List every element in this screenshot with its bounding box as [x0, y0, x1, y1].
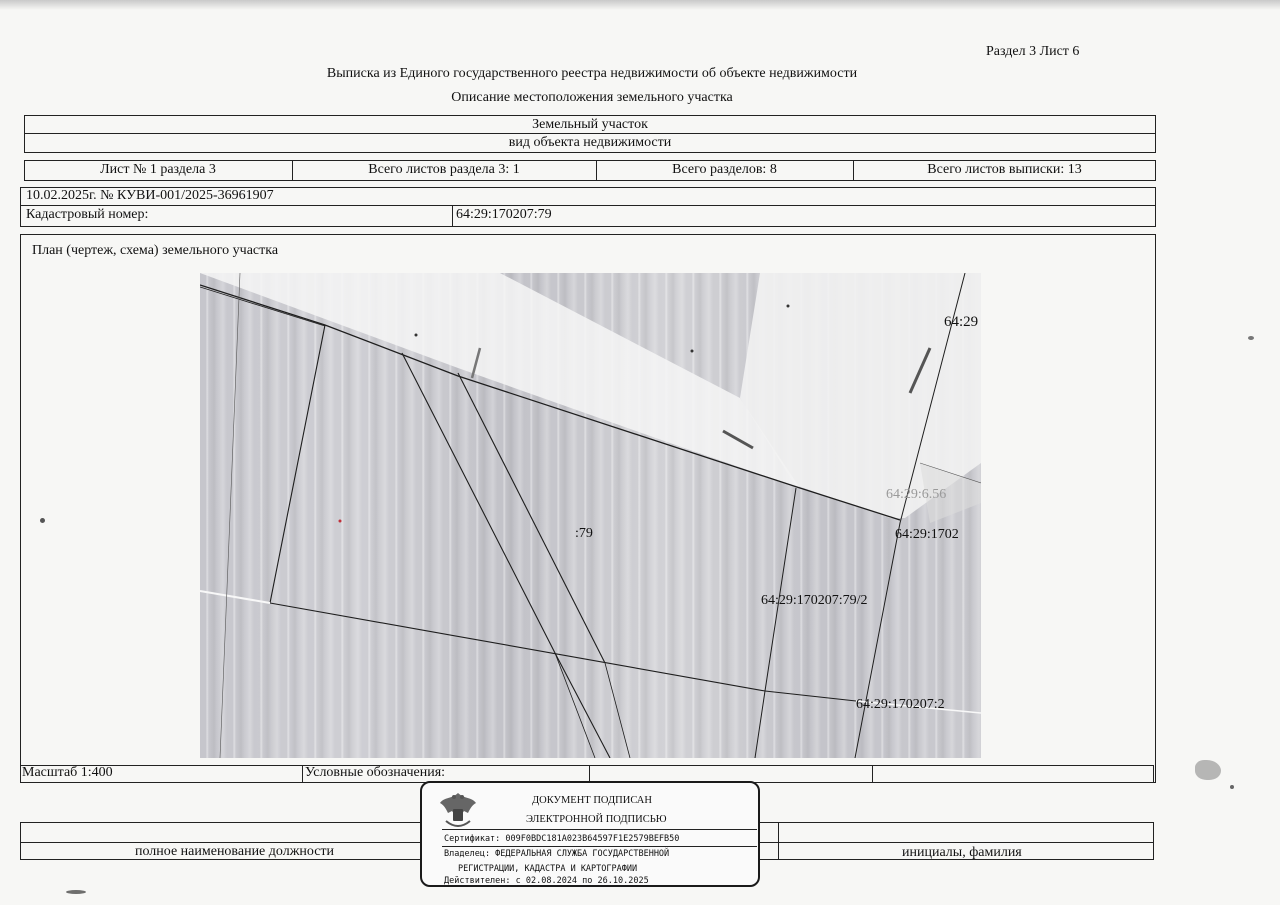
total-sheets-section: Всего листов раздела 3: 1	[368, 162, 520, 177]
emblem-icon	[436, 789, 480, 833]
record-date-number: 10.02.2025г. № КУВИ-001/2025-36961907	[26, 188, 274, 203]
neighbor-bottom-label: 64:29:170207:2	[856, 697, 945, 712]
plan-map	[200, 273, 981, 758]
legend-divider-3	[872, 765, 873, 783]
total-sections: Всего разделов: 8	[672, 162, 777, 177]
scan-speck	[1195, 760, 1221, 780]
parcel-part-label: 64:29:170207:79/2	[761, 593, 868, 608]
record-divider	[20, 205, 1156, 206]
document-title: Выписка из Единого государственного реестра недвижимости об объекте недвижимости	[326, 66, 858, 81]
total-sheets-extract: Всего листов выписки: 13	[927, 162, 1082, 177]
stamp-validity: Действителен: с 02.08.2024 по 26.10.2025	[444, 876, 649, 886]
object-type-value: Земельный участок	[532, 117, 648, 132]
object-type-label: вид объекта недвижимости	[508, 135, 672, 150]
section-sheet-label: Раздел 3 Лист 6	[986, 44, 1080, 59]
plan-drawing	[200, 273, 981, 758]
stamp-line-2: ЭЛЕКТРОННОЙ ПОДПИСЬЮ	[526, 814, 667, 825]
e-signature-stamp	[420, 781, 760, 887]
boundary-diagonal-1	[402, 353, 610, 758]
position-label: полное наименование должности	[135, 844, 335, 859]
neighbor-1702-label: 64:29:1702	[895, 527, 959, 542]
document-subtitle: Описание местоположения земельного участка	[451, 90, 733, 105]
cadastral-label: Кадастровый номер:	[26, 207, 149, 222]
signature-vdivider	[778, 822, 779, 860]
legend-divider-1	[302, 765, 303, 783]
scan-speck	[66, 890, 86, 894]
cadastral-number: 64:29:170207:79	[456, 207, 552, 222]
parcel-label: :79	[575, 526, 593, 541]
stamp-owner-1: Владелец: ФЕДЕРАЛЬНАЯ СЛУЖБА ГОСУДАРСТВЕННОЙ	[444, 849, 670, 859]
cadastral-divider	[452, 205, 453, 227]
boundary-east-inner	[755, 488, 796, 758]
stamp-rule-1	[442, 829, 757, 830]
boundary-west	[270, 325, 325, 603]
object-type-divider	[24, 133, 1156, 134]
scale-label: Масштаб 1:400	[22, 765, 113, 780]
symbols-label: Условные обозначения:	[305, 765, 446, 780]
scan-speck	[1248, 336, 1254, 340]
plan-title: План (чертеж, схема) земельного участка	[32, 243, 279, 258]
stamp-line-1: ДОКУМЕНТ ПОДПИСАН	[532, 795, 652, 806]
scan-speck	[40, 518, 45, 523]
stamp-owner-2: РЕГИСТРАЦИИ, КАДАСТРА И КАРТОГРАФИИ	[458, 864, 638, 874]
initials-label: инициалы, фамилия	[902, 845, 1022, 860]
neighbor-656-label: 64:29:6.56	[886, 487, 947, 502]
stamp-rule-2	[442, 846, 757, 847]
scan-speck	[1230, 785, 1234, 789]
stamp-certificate: Сертификат: 009F0BDC181A023B64597F1E2579BEFB50	[444, 834, 680, 844]
scan-edge	[0, 0, 1280, 10]
boundary-south	[270, 603, 856, 701]
neighbor-top-right-label: 64:29	[944, 314, 979, 330]
sheet-number: Лист № 1 раздела 3	[100, 162, 216, 177]
